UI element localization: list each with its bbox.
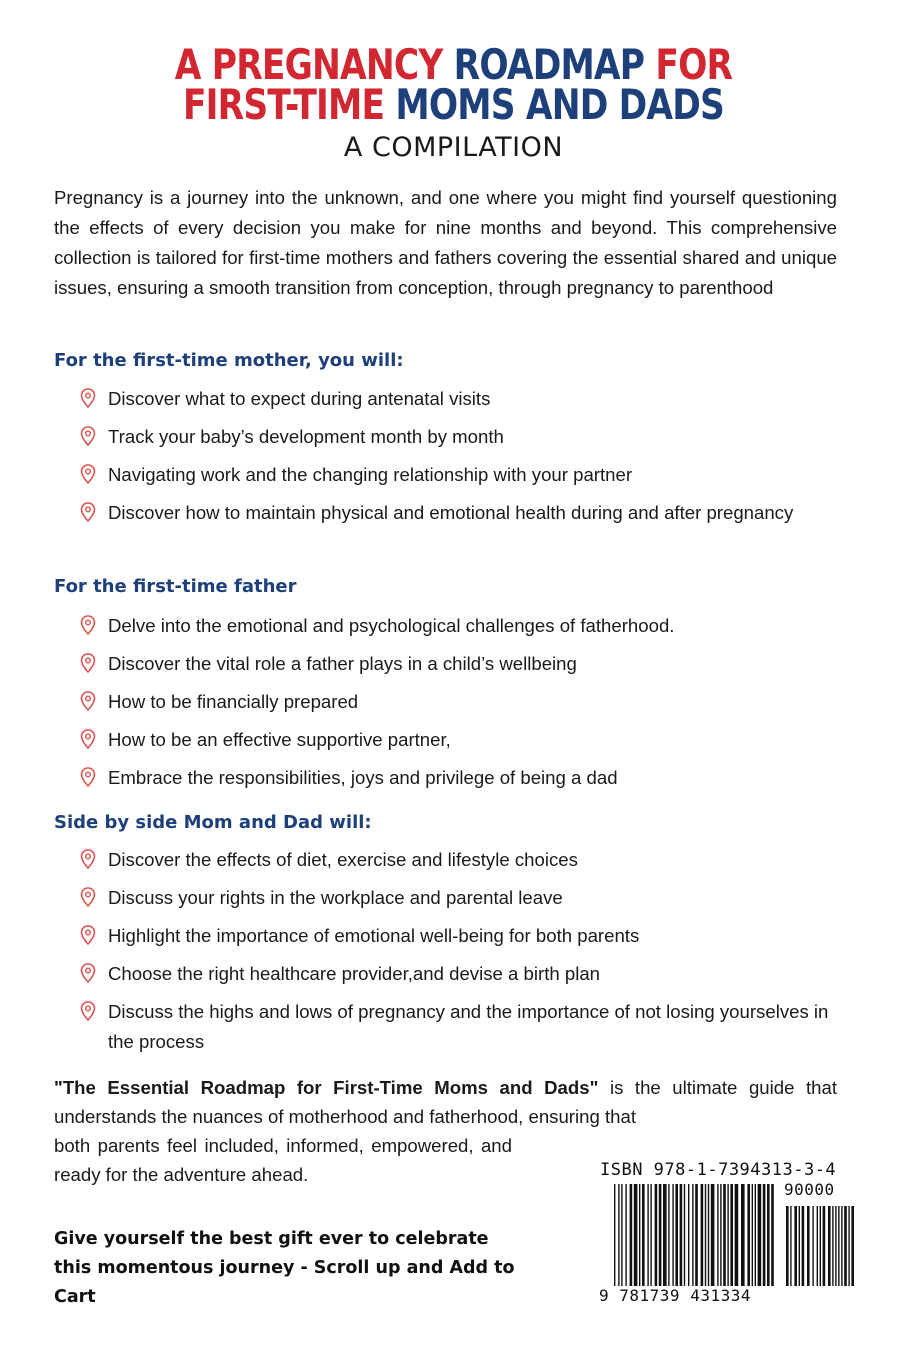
both-list: [80, 845, 840, 1065]
list-item-text: Choose the right healthcare provider,and devise a birth plan: [108, 963, 601, 984]
list-item-text: Discover how to maintain physical and emotional health during and after pregnancy: [108, 502, 794, 523]
list-item: [80, 845, 840, 875]
title-word-blue: ROADMAP: [453, 40, 645, 89]
father-heading: For the first-time father: [54, 576, 297, 597]
mother-list: [80, 384, 840, 536]
list-item-text: Discover the effects of diet, exercise and lifestyle choices: [108, 849, 578, 870]
list-item-text: Embrace the responsibilities, joys and privilege of being a dad: [108, 767, 618, 788]
list-item-text: Navigating work and the changing relationship with your partner: [108, 464, 633, 485]
list-item-text: Discuss your rights in the workplace and parental leave: [108, 887, 563, 908]
barcode-number: 9 781739 431334: [599, 1286, 751, 1305]
list-item: [80, 997, 840, 1056]
isbn-label: ISBN 978-1-7394313-3-4: [600, 1160, 837, 1180]
closing-text: is the ultimate guide that understands the nuances of motherhood and fatherhood, ensuring that: [54, 1077, 837, 1127]
title-word-blue-2: MOMS AND DADS: [395, 80, 725, 129]
list-item: [80, 498, 840, 528]
list-item: [80, 959, 840, 989]
intro-paragraph: Pregnancy is a journey into the unknown, and one where you might find yourself questioning the effects of every decision you make for nine months and beyond. This comprehensive collection is tailored for first-time mothers and fathers covering the essential shared and unique issues, ensuring a smooth transition from conception, through pregnancy to parenthood: [54, 187, 837, 298]
list-item-text: How to be an effective supportive partner,: [108, 729, 451, 750]
list-item-text: Discuss the highs and lows of pregnancy and the importance of not losing yourselves in the process: [108, 1001, 829, 1052]
list-item: [80, 921, 840, 951]
mother-heading: For the first-time mother, you will:: [54, 350, 404, 371]
list-item: [80, 725, 840, 755]
list-item: [80, 611, 840, 641]
title-line-2: [82, 80, 826, 129]
list-item: [80, 687, 840, 717]
list-item-text: Discover what to expect during antenatal visits: [108, 388, 491, 409]
father-list: [80, 611, 840, 801]
title-word-red-3: FIRST-TIME: [182, 80, 385, 129]
barcode-price-code: 90000: [784, 1180, 835, 1199]
call-to-action: Give yourself the best gift ever to celebrate this momentous journey - Scroll up and Add to Cart: [54, 1229, 515, 1307]
closing-paragraph: [54, 1073, 837, 1131]
list-item-text: Delve into the emotional and psychological challenges of fatherhood.: [108, 615, 675, 636]
title-word-red: A PREGNANCY: [174, 40, 443, 89]
list-item: [80, 649, 840, 679]
list-item-text: Discover the vital role a father plays in a child’s wellbeing: [108, 653, 577, 674]
list-item: [80, 422, 840, 452]
list-item-text: Highlight the importance of emotional well-being for both parents: [108, 925, 640, 946]
list-item: [80, 384, 840, 414]
list-item-text: Track your baby’s development month by month: [108, 426, 504, 447]
list-item: [80, 883, 840, 913]
both-heading: Side by side Mom and Dad will:: [54, 812, 372, 833]
closing-paragraph-2: both parents feel included, informed, empowered, and ready for the adventure ahead.: [54, 1135, 512, 1185]
list-item-text: How to be financially prepared: [108, 691, 359, 712]
closing-book-title: "The Essential Roadmap for First-Time Moms and Dads": [54, 1077, 599, 1098]
title-word-red-2: FOR: [655, 40, 733, 89]
list-item: [80, 763, 840, 793]
subtitle: A COMPILATION: [343, 132, 564, 163]
list-item: [80, 460, 840, 490]
